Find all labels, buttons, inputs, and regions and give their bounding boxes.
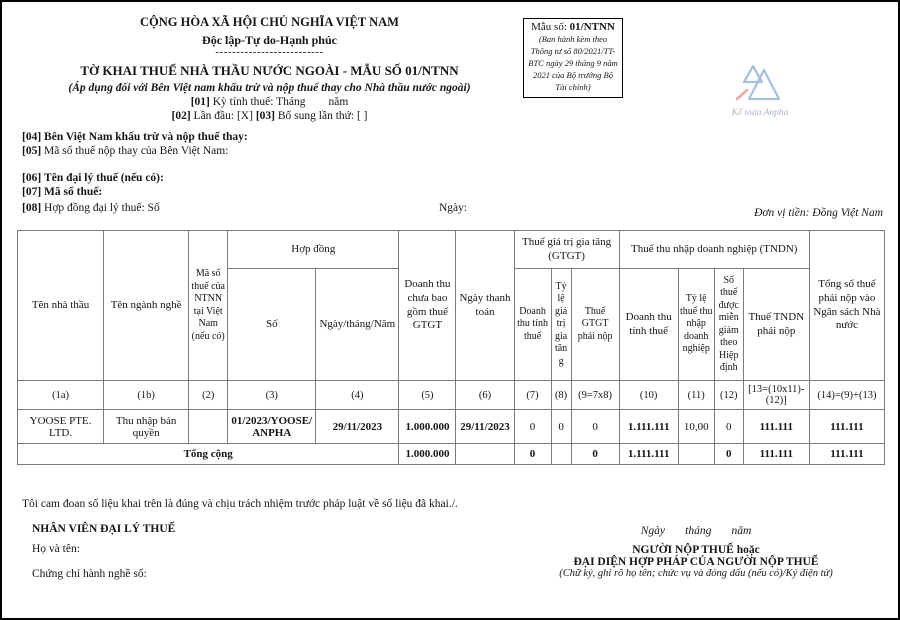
- field-ref-06: [06]: [22, 172, 42, 184]
- total-revenue-ex-vat: 1.000.000: [399, 444, 456, 465]
- col-vat-revenue: Doanh thu tính thuế: [514, 269, 551, 381]
- field-ref-05: [05]: [22, 145, 42, 157]
- document-header: [57, 15, 482, 122]
- cell-payment-date: 29/11/2023: [456, 410, 514, 444]
- col-group-contract: Hợp đồng: [228, 231, 399, 269]
- code-cell: (1b): [104, 381, 189, 410]
- field-ref-07: [07]: [22, 186, 42, 198]
- field-05-label: Mã số thuế nộp thay của Bên Việt Nam:: [44, 145, 229, 157]
- field-08-label: Hợp đồng đại lý thuế: Số: [44, 202, 160, 214]
- cell-cit-payable: 111.111: [743, 410, 809, 444]
- field-06: [22, 171, 882, 185]
- col-cit-exempt: Số thuế được miễn giảm theo Hiệp định: [714, 269, 743, 381]
- cell-cit-revenue: 1.111.111: [619, 410, 678, 444]
- field-05: [22, 144, 882, 158]
- code-cell: (6): [456, 381, 514, 410]
- col-contract-no: Số: [228, 269, 316, 381]
- col-group-vat: Thuế giá trị gia tăng (GTGT): [514, 231, 619, 269]
- code-cell: (10): [619, 381, 678, 410]
- total-vat-revenue: 0: [514, 444, 551, 465]
- divider-line: --------------------------: [215, 46, 324, 58]
- form-number-box: [523, 18, 623, 98]
- agent-name-label: Họ và tên:: [32, 543, 80, 555]
- contractor-row: [18, 410, 885, 444]
- col-contractor: Tên nhà thầu: [18, 231, 104, 381]
- national-motto: Độc lập-Tự do-Hạnh phúc: [202, 33, 337, 47]
- total-cit-exempt: 0: [714, 444, 743, 465]
- form-number-note: (Ban hành kèm theo Thông tư số 80/2021/TT-BTC ngày 29 tháng 9 năm 2021 của Bộ trưởng Bộ Tài chính): [528, 34, 618, 92]
- form-subtitle: (Áp dụng đối với Bên Việt nam khấu trừ và nộp thuế thay cho Nhà thầu nước ngoài): [68, 82, 471, 94]
- col-industry: Tên ngành nghề: [104, 231, 189, 381]
- field-06-label: Tên đại lý thuế (nếu có):: [44, 172, 164, 184]
- col-tax-code: Mã số thuế của NTNN tại Việt Nam (nếu có): [189, 231, 228, 381]
- form-number-title: [527, 21, 619, 33]
- col-cit-payable: Thuế TNDN phải nộp: [743, 269, 809, 381]
- declaration-fields: [22, 130, 882, 215]
- code-cell: (8): [551, 381, 571, 410]
- code-cell: (1a): [18, 381, 104, 410]
- cell-vat-payable: 0: [571, 410, 619, 444]
- supplement-text: Bổ sung lần thứ: [ ]: [277, 110, 368, 122]
- code-cell: [13=(10x11)-(12)]: [743, 381, 809, 410]
- field-ref-03: [03]: [255, 110, 275, 122]
- col-contract-date: Ngày/tháng/Năm: [316, 269, 399, 381]
- first-time-line: [57, 110, 482, 122]
- code-cell: (2): [189, 381, 228, 410]
- tax-agent-title: NHÂN VIÊN ĐẠI LÝ THUẾ: [32, 523, 176, 535]
- taxpayer-title-line2: ĐẠI DIỆN HỢP PHÁP CỦA NGƯỜI NỘP THUẾ: [573, 556, 819, 568]
- total-row: [18, 444, 885, 465]
- currency-note: Đơn vị tiền: Đồng Việt Nam: [754, 207, 883, 219]
- field-04-label: Bên Việt Nam khấu trừ và nộp thuế thay:: [44, 131, 248, 143]
- col-cit-revenue: Doanh thu tính thuế: [619, 269, 678, 381]
- total-vat-payable: 0: [571, 444, 619, 465]
- tax-period-line: [57, 96, 482, 108]
- cell-contractor-name: YOOSE PTE. LTD.: [18, 410, 104, 444]
- code-cell: (4): [316, 381, 399, 410]
- agent-cert-label: Chứng chỉ hành nghề số:: [32, 568, 147, 580]
- col-revenue-ex-vat: Doanh thu chưa bao gồm thuế GTGT: [399, 231, 456, 381]
- cell-industry: Thu nhập bản quyền: [104, 410, 189, 444]
- code-cell: (5): [399, 381, 456, 410]
- column-code-row: [18, 381, 885, 410]
- field-ref-04: [04]: [22, 131, 42, 143]
- col-payment-date: Ngày thanh toán: [456, 231, 514, 381]
- cell-tax-code: [189, 410, 228, 444]
- form-number-label: Mẫu số:: [531, 21, 567, 33]
- national-title: CỘNG HÒA XÃ HỘI CHỦ NGHĨA VIỆT NAM: [140, 15, 399, 29]
- field-08: [22, 201, 882, 215]
- cell-cit-rate: 10,00: [678, 410, 714, 444]
- total-empty-cell: [678, 444, 714, 465]
- cell-vat-rate: 0: [551, 410, 571, 444]
- total-empty-cell: [456, 444, 514, 465]
- code-cell: (12): [714, 381, 743, 410]
- cell-vat-revenue: 0: [514, 410, 551, 444]
- code-cell: (14)=(9)+(13): [809, 381, 884, 410]
- field-ref-01: [01]: [190, 96, 210, 108]
- col-group-cit: Thuế thu nhập doanh nghiệp (TNDN): [619, 231, 809, 269]
- sign-date-line: Ngày tháng năm: [640, 525, 752, 537]
- code-cell: (9=7x8): [571, 381, 619, 410]
- form-number-value: 01/NTNN: [569, 21, 615, 33]
- tax-agent-block: [32, 523, 175, 580]
- field-07: [22, 185, 882, 199]
- contract-date-label: Ngày:: [439, 202, 468, 214]
- taxpayer-sign-block: [517, 525, 875, 579]
- field-04: [22, 130, 882, 144]
- total-cit-revenue: 1.111.111: [619, 444, 678, 465]
- total-cit-payable: 111.111: [743, 444, 809, 465]
- field-07-label: Mã số thuế:: [44, 186, 103, 198]
- first-time-text: Lần đầu: [X]: [193, 110, 253, 122]
- company-logo: [721, 59, 799, 118]
- cell-contract-no: 01/2023/YOOSE/ANPHA: [228, 410, 316, 444]
- col-vat-payable: Thuế GTGT phải nộp: [571, 269, 619, 381]
- cell-revenue-ex-vat: 1.000.000: [399, 410, 456, 444]
- tax-table: [17, 230, 885, 465]
- tax-period-text: Kỳ tính thuế: Tháng năm: [212, 96, 349, 108]
- taxpayer-title-line1: NGƯỜI NỘP THUẾ hoặc: [632, 544, 760, 556]
- code-cell: (7): [514, 381, 551, 410]
- total-total-payable: 111.111: [809, 444, 884, 465]
- total-empty-cell: [551, 444, 571, 465]
- field-ref-08: [08]: [22, 202, 42, 214]
- declaration-statement: Tôi cam đoan số liệu khai trên là đúng và chịu trách nhiệm trước pháp luật về số liệu đã khai./.: [22, 498, 458, 510]
- field-ref-02: [02]: [171, 110, 191, 122]
- logo-text: Kế toán Anpha: [731, 108, 789, 118]
- cell-total-payable: 111.111: [809, 410, 884, 444]
- col-vat-rate: Tỷ lệ giá trị gia tăng: [551, 269, 571, 381]
- col-total-payable: Tổng số thuế phải nộp vào Ngân sách Nhà nước: [809, 231, 884, 381]
- col-cit-rate: Tỷ lệ thuế thu nhập doanh nghiệp: [678, 269, 714, 381]
- cell-contract-date: 29/11/2023: [316, 410, 399, 444]
- form-title: TỜ KHAI THUẾ NHÀ THẦU NƯỚC NGOÀI - MẪU SỐ 01/NTNN: [80, 63, 459, 78]
- signature-instructions: (Chữ ký, ghi rõ họ tên; chức vụ và đóng dấu (nếu có)/Ký điện tử): [559, 568, 833, 579]
- cell-cit-exempt: 0: [714, 410, 743, 444]
- total-label: Tổng cộng: [18, 444, 399, 465]
- logo-triangle-icon: [733, 59, 787, 105]
- code-cell: (11): [678, 381, 714, 410]
- code-cell: (3): [228, 381, 316, 410]
